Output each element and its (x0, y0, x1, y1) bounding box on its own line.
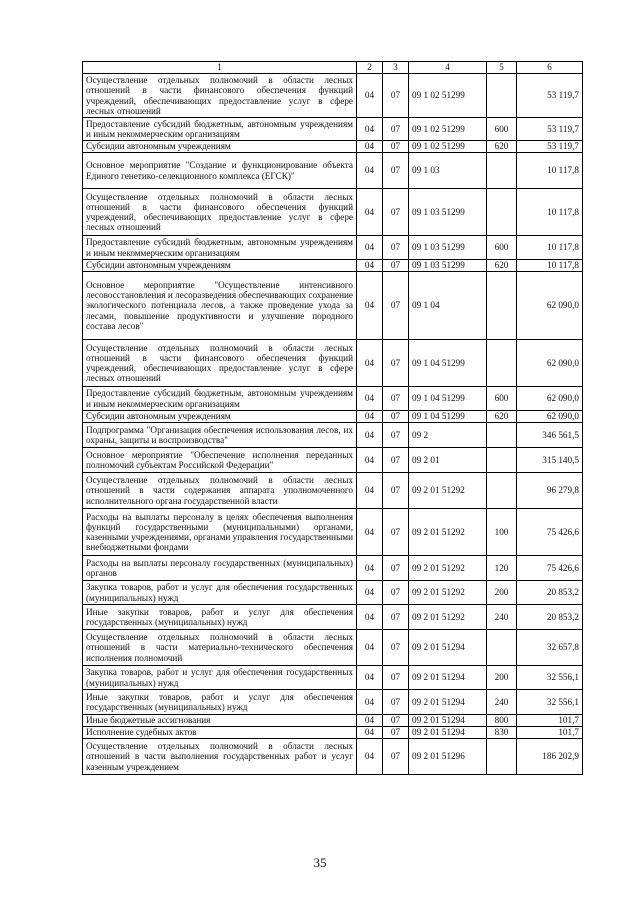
row-subsection-cell: 07 (383, 74, 409, 118)
row-name-cell: Осуществление отдельных полномочий в области лесных отношений в части выполнения государственных работ и услуг казенным учреждением (83, 739, 357, 775)
row-amount-cell: 53 119,7 (517, 74, 583, 118)
row-name-cell: Иные закупки товаров, работ и услуг для обеспечения государственных (муниципальных) нужд (83, 605, 357, 630)
row-target-article-cell: 09 1 04 51299 (409, 411, 487, 423)
row-amount-cell: 53 119,7 (517, 118, 583, 141)
row-target-article-cell: 09 2 01 51294 (409, 666, 487, 690)
row-subsection-cell: 07 (383, 340, 409, 387)
row-subsection-cell: 07 (383, 666, 409, 690)
header-col-2: 2 (357, 62, 383, 74)
row-name-cell: Подпрограмма "Организация обеспечения использования лесов, их охраны, защиты и воспроизводства" (83, 423, 357, 448)
row-name-cell: Предоставление субсидий бюджетным, автономным учреждениям и иным некоммерческим организациям (83, 118, 357, 141)
row-subsection-cell: 07 (383, 715, 409, 727)
row-amount-cell: 101,7 (517, 727, 583, 739)
row-expense-type-cell: 240 (487, 690, 517, 715)
row-subsection-cell: 07 (383, 141, 409, 153)
row-amount-cell: 346 561,5 (517, 423, 583, 448)
row-section-cell: 04 (357, 387, 383, 411)
row-subsection-cell: 07 (383, 272, 409, 340)
row-expense-type-cell (487, 272, 517, 340)
row-section-cell: 04 (357, 189, 383, 236)
row-target-article-cell: 09 2 01 51292 (409, 556, 487, 581)
row-expense-type-cell (487, 423, 517, 448)
row-section-cell: 04 (357, 423, 383, 448)
row-target-article-cell: 09 1 03 51299 (409, 260, 487, 272)
row-expense-type-cell: 620 (487, 411, 517, 423)
row-target-article-cell: 09 2 01 51294 (409, 715, 487, 727)
table-row (83, 448, 583, 473)
row-section-cell: 04 (357, 509, 383, 556)
row-target-article-cell: 09 2 01 51294 (409, 727, 487, 739)
row-amount-cell: 96 279,8 (517, 473, 583, 509)
row-target-article-cell: 09 2 01 51294 (409, 630, 487, 666)
row-section-cell: 04 (357, 141, 383, 153)
table-body (83, 74, 583, 775)
row-amount-cell: 10 117,8 (517, 153, 583, 189)
row-target-article-cell: 09 2 01 51292 (409, 605, 487, 630)
row-expense-type-cell (487, 739, 517, 775)
row-expense-type-cell: 620 (487, 141, 517, 153)
row-section-cell: 04 (357, 448, 383, 473)
table-row (83, 509, 583, 556)
header-col-3: 3 (383, 62, 409, 74)
table-row (83, 630, 583, 666)
row-amount-cell: 62 090,0 (517, 272, 583, 340)
row-subsection-cell: 07 (383, 556, 409, 581)
row-target-article-cell: 09 1 02 51299 (409, 118, 487, 141)
header-col-4: 4 (409, 62, 487, 74)
row-expense-type-cell (487, 74, 517, 118)
table-row (83, 605, 583, 630)
header-col-1: 1 (83, 62, 357, 74)
row-section-cell: 04 (357, 473, 383, 509)
row-amount-cell: 75 426,6 (517, 509, 583, 556)
row-section-cell: 04 (357, 260, 383, 272)
row-subsection-cell: 07 (383, 153, 409, 189)
row-subsection-cell: 07 (383, 581, 409, 605)
row-expense-type-cell (487, 448, 517, 473)
table-row (83, 556, 583, 581)
row-name-cell: Субсидии автономным учреждениям (83, 260, 357, 272)
row-section-cell: 04 (357, 118, 383, 141)
table-row (83, 727, 583, 739)
table-row (83, 74, 583, 118)
table-row (83, 666, 583, 690)
table-row (83, 272, 583, 340)
row-name-cell: Предоставление субсидий бюджетным, автономным учреждениям и иным некоммерческим организациям (83, 387, 357, 411)
row-expense-type-cell: 600 (487, 387, 517, 411)
row-subsection-cell: 07 (383, 739, 409, 775)
row-expense-type-cell: 100 (487, 509, 517, 556)
row-section-cell: 04 (357, 581, 383, 605)
table-row (83, 739, 583, 775)
row-expense-type-cell (487, 340, 517, 387)
header-col-6: 6 (517, 62, 583, 74)
row-amount-cell: 20 853,2 (517, 581, 583, 605)
table-row (83, 189, 583, 236)
budget-table (82, 61, 583, 775)
row-expense-type-cell: 200 (487, 581, 517, 605)
row-name-cell: Закупка товаров, работ и услуг для обеспечения государственных (муниципальных) нужд (83, 581, 357, 605)
row-subsection-cell: 07 (383, 630, 409, 666)
row-section-cell: 04 (357, 727, 383, 739)
row-target-article-cell: 09 2 01 51292 (409, 509, 487, 556)
row-name-cell: Иные закупки товаров, работ и услуг для обеспечения государственных (муниципальных) нужд (83, 690, 357, 715)
row-name-cell: Основное мероприятие "Создание и функционирование объекта Единого генетико-селекционного комплекса (ЕГСК)" (83, 153, 357, 189)
row-expense-type-cell (487, 630, 517, 666)
row-target-article-cell: 09 2 01 (409, 448, 487, 473)
row-name-cell: Закупка товаров, работ и услуг для обеспечения государственных (муниципальных) нужд (83, 666, 357, 690)
row-section-cell: 04 (357, 715, 383, 727)
row-name-cell: Осуществление отдельных полномочий в области лесных отношений в части содержания аппарата уполномоченного исполнительного органа государственной власти (83, 473, 357, 509)
row-expense-type-cell: 200 (487, 666, 517, 690)
row-expense-type-cell: 800 (487, 715, 517, 727)
row-name-cell: Иные бюджетные ассигнования (83, 715, 357, 727)
row-section-cell: 04 (357, 272, 383, 340)
row-subsection-cell: 07 (383, 473, 409, 509)
row-target-article-cell: 09 2 01 51294 (409, 690, 487, 715)
row-subsection-cell: 07 (383, 727, 409, 739)
row-amount-cell: 10 117,8 (517, 189, 583, 236)
row-subsection-cell: 07 (383, 605, 409, 630)
row-target-article-cell: 09 1 04 51299 (409, 387, 487, 411)
row-section-cell: 04 (357, 411, 383, 423)
row-subsection-cell: 07 (383, 448, 409, 473)
row-amount-cell: 62 090,0 (517, 340, 583, 387)
table-row (83, 423, 583, 448)
table-row (83, 690, 583, 715)
row-amount-cell: 101,7 (517, 715, 583, 727)
table-row (83, 153, 583, 189)
row-name-cell: Субсидии автономным учреждениям (83, 411, 357, 423)
table-row (83, 118, 583, 141)
row-subsection-cell: 07 (383, 509, 409, 556)
row-section-cell: 04 (357, 153, 383, 189)
row-expense-type-cell: 830 (487, 727, 517, 739)
row-amount-cell: 53 119,7 (517, 141, 583, 153)
row-expense-type-cell: 620 (487, 260, 517, 272)
row-name-cell: Осуществление отдельных полномочий в области лесных отношений в части финансового обеспечения функций учреждений, обеспечивающих предоставление услуг в сфере лесных отношений (83, 340, 357, 387)
row-expense-type-cell: 240 (487, 605, 517, 630)
row-subsection-cell: 07 (383, 236, 409, 260)
row-expense-type-cell (487, 189, 517, 236)
row-target-article-cell: 09 2 01 51296 (409, 739, 487, 775)
row-target-article-cell: 09 1 04 51299 (409, 340, 487, 387)
header-col-5: 5 (487, 62, 517, 74)
row-target-article-cell: 09 2 01 51292 (409, 581, 487, 605)
row-name-cell: Исполнение судебных актов (83, 727, 357, 739)
row-subsection-cell: 07 (383, 690, 409, 715)
row-target-article-cell: 09 1 02 51299 (409, 141, 487, 153)
table-row (83, 411, 583, 423)
row-amount-cell: 186 202,9 (517, 739, 583, 775)
row-section-cell: 04 (357, 556, 383, 581)
table-row (83, 340, 583, 387)
row-amount-cell: 10 117,8 (517, 260, 583, 272)
row-subsection-cell: 07 (383, 423, 409, 448)
row-name-cell: Осуществление отдельных полномочий в области лесных отношений в части материально-технического обеспечения исполнения полномочий (83, 630, 357, 666)
row-expense-type-cell: 600 (487, 236, 517, 260)
row-target-article-cell: 09 1 03 51299 (409, 189, 487, 236)
table-row (83, 260, 583, 272)
row-amount-cell: 62 090,0 (517, 411, 583, 423)
row-section-cell: 04 (357, 340, 383, 387)
row-name-cell: Основное мероприятие "Осуществление интенсивного лесовосстановления и лесоразведения обеспечивающих сохранение экологического потенциала лесов, а также проведение ухода за лесами, повышение продуктивности и улучшение породного состава лесов" (83, 272, 357, 340)
table-row (83, 715, 583, 727)
row-section-cell: 04 (357, 236, 383, 260)
row-expense-type-cell (487, 473, 517, 509)
row-amount-cell: 315 140,5 (517, 448, 583, 473)
row-subsection-cell: 07 (383, 118, 409, 141)
row-name-cell: Предоставление субсидий бюджетным, автономным учреждениям и иным некоммерческим организациям (83, 236, 357, 260)
row-name-cell: Расходы на выплаты персоналу государственных (муниципальных) органов (83, 556, 357, 581)
row-amount-cell: 75 426,6 (517, 556, 583, 581)
row-expense-type-cell: 120 (487, 556, 517, 581)
table-row (83, 581, 583, 605)
row-amount-cell: 62 090,0 (517, 387, 583, 411)
row-subsection-cell: 07 (383, 189, 409, 236)
row-target-article-cell: 09 1 03 (409, 153, 487, 189)
row-section-cell: 04 (357, 630, 383, 666)
row-expense-type-cell (487, 153, 517, 189)
row-name-cell: Осуществление отдельных полномочий в области лесных отношений в части финансового обеспечения функций учреждений, обеспечивающих предоставление услуг в сфере лесных отношений (83, 189, 357, 236)
row-amount-cell: 10 117,8 (517, 236, 583, 260)
row-target-article-cell: 09 1 02 51299 (409, 74, 487, 118)
row-target-article-cell: 09 1 04 (409, 272, 487, 340)
row-amount-cell: 20 853,2 (517, 605, 583, 630)
row-target-article-cell: 09 1 03 51299 (409, 236, 487, 260)
table-row (83, 473, 583, 509)
row-section-cell: 04 (357, 690, 383, 715)
table-row (83, 387, 583, 411)
row-name-cell: Субсидии автономным учреждениям (83, 141, 357, 153)
row-subsection-cell: 07 (383, 260, 409, 272)
row-section-cell: 04 (357, 605, 383, 630)
row-section-cell: 04 (357, 74, 383, 118)
table-row (83, 141, 583, 153)
table-row (83, 236, 583, 260)
row-amount-cell: 32 657,8 (517, 630, 583, 666)
row-name-cell: Основное мероприятие "Обеспечение исполнения переданных полномочий субъектам Российской Федерации" (83, 448, 357, 473)
page-number: 35 (313, 855, 327, 870)
row-section-cell: 04 (357, 739, 383, 775)
row-name-cell: Осуществление отдельных полномочий в области лесных отношений в части финансового обеспечения функций учреждений, обеспечивающих предоставление услуг в сфере лесных отношений (83, 74, 357, 118)
row-subsection-cell: 07 (383, 411, 409, 423)
row-expense-type-cell: 600 (487, 118, 517, 141)
table-header-row (83, 62, 583, 74)
row-amount-cell: 32 556,1 (517, 666, 583, 690)
row-section-cell: 04 (357, 666, 383, 690)
row-target-article-cell: 09 2 (409, 423, 487, 448)
row-subsection-cell: 07 (383, 387, 409, 411)
row-target-article-cell: 09 2 01 51292 (409, 473, 487, 509)
row-amount-cell: 32 556,1 (517, 690, 583, 715)
row-name-cell: Расходы на выплаты персоналу в целях обеспечения выполнения функций государственными (муниципальными) органами, казенными учреждениями, органами управления государственными внебюджетными фондами (83, 509, 357, 556)
